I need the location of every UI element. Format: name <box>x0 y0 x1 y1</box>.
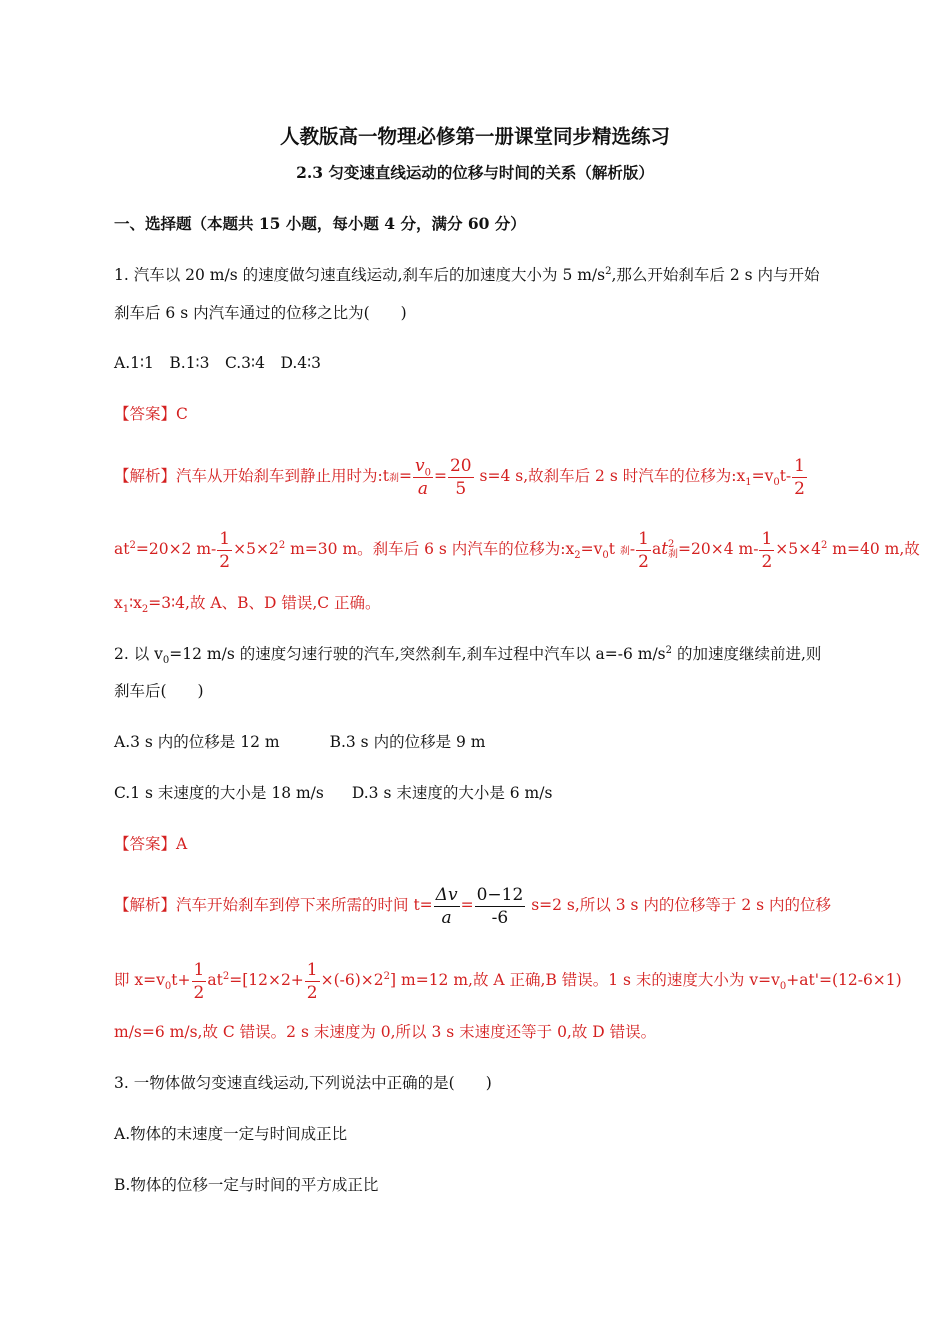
fraction-0-12-over-6: $\frac{0-12}{-6}$ <box>476 884 524 928</box>
document-subtitle: 2.3 匀变速直线运动的位移与时间的关系（解析版） <box>296 163 654 182</box>
q2-options-row2 <box>114 782 552 804</box>
fraction-half: $\frac{1}{2}$ <box>761 528 773 572</box>
explanation-label: 【解析】 <box>114 896 177 914</box>
fraction-half: $\frac{1}{2}$ <box>306 959 318 1003</box>
fraction-20-over-5: $\frac{20}{5}$ <box>449 455 472 499</box>
q2-answer: 【答案】A <box>114 835 188 853</box>
fraction-half: $\frac{1}{2}$ <box>193 959 205 1003</box>
q1-stem-line1: 1. 汽车以 20 m/s 的速度做匀速直线运动,刹车后的加速度大小为 5 $m/s^2$,那么开始刹车后 2 s 内与开始 <box>114 265 820 284</box>
q1-options: A.1∶1 B.1∶3 C.3∶4 D.4∶3 <box>114 354 322 372</box>
fraction-v0-over-a: $\frac{v_0}{a}$ <box>414 455 431 499</box>
q3-option-b: B.物体的位移一定与时间的平方成正比 <box>114 1176 379 1194</box>
q1-stem-line2: 刹车后 6 s 内汽车通过的位移之比为( ) <box>114 304 407 322</box>
q2-stem-line2: 刹车后( ) <box>114 682 204 700</box>
section-heading: 一、选择题（本题共 15 小题，每小题 4 分，满分 60 分） <box>114 214 526 233</box>
fraction-half: $\frac{1}{2}$ <box>219 528 231 572</box>
q2-option-d: D.3 s 末速度的大小是 6 m/s <box>351 784 553 802</box>
document-title: 人教版高一物理必修第一册课堂同步精选练习 <box>279 125 670 148</box>
q2-option-b: B.3 s 内的位移是 9 m <box>329 733 486 751</box>
q1-answer: 【答案】C <box>114 405 188 423</box>
q1-explanation-line1: 【解析】汽车从开始刹车到静止用时为:t刹= $\frac{v_0}{a}$ = $\frac{20}{5}$ s=4 s,故刹车后 2 s 时汽车的位移为$:x_1=v_0t-$ $\frac{1}{2}$ <box>114 455 805 499</box>
q2-option-a: A.3 s 内的位移是 12 m <box>114 733 280 751</box>
fraction-half: $\frac{1}{2}$ <box>794 455 805 499</box>
fraction-dv-over-a: $\frac{\Delta v}{a}$ <box>435 884 458 928</box>
q3-stem: 3. 一物体做匀变速直线运动,下列说法中正确的是( ) <box>114 1074 492 1092</box>
q2-option-c: C.1 s 末速度的大小是 18 m/s <box>114 784 324 802</box>
q2-explanation-line1: 【解析】汽车开始刹车到停下来所需的时间 t= $\frac{\Delta v}{a}$ = $\frac{0-12}{-6}$ s=2 s,所以 3 s 内的位移等于 2 s 内的位移 <box>114 884 831 928</box>
q3-option-a: A.物体的末速度一定与时间成正比 <box>114 1125 348 1143</box>
q2-stem-line1: 2. 以 $v_0=12$ m/s 的速度匀速行驶的汽车,突然刹车,刹车过程中汽车以 a=-6 $m/s^2$ 的加速度继续前进,则 <box>114 644 822 667</box>
q1-explanation-line2: $at^2=20\times 2$ m- $\frac{1}{2}$ $\times 5\times 2^2$ m=30 m。刹车后 6 s 内汽车的位移为$:x_2=v_0t$ 刹- $\frac{1}{2}$ at 2 刹 =20×4 m- $\frac{1}{2}$ $\times 5\times 4^2$ m=40 m,故 <box>114 528 920 572</box>
fraction-half: $\frac{1}{2}$ <box>638 528 649 572</box>
q1-explanation-line3: $x_1∶x_2=3∶4$,故 A、B、D 错误,C 正确。 <box>114 594 381 616</box>
q2-explanation-line2: 即 $x=v_0t+$ $\frac{1}{2}$ $at^2=[12\times 2+$ $\frac{1}{2}$ $\times(-6)\times 2^2$] m=12 m,故 A 正确,B 错误。1 s 末的速度大小为 $v=v_0+at'=(12-6\times 1)$ <box>114 959 902 1003</box>
q2-explanation-line3: m/s=6 m/s,故 C 错误。2 s 末速度为 0,所以 3 s 末速度还等于 0,故 D 错误。 <box>114 1023 657 1041</box>
q2-options-row1 <box>114 731 485 753</box>
explanation-label: 【解析】 <box>114 467 177 485</box>
